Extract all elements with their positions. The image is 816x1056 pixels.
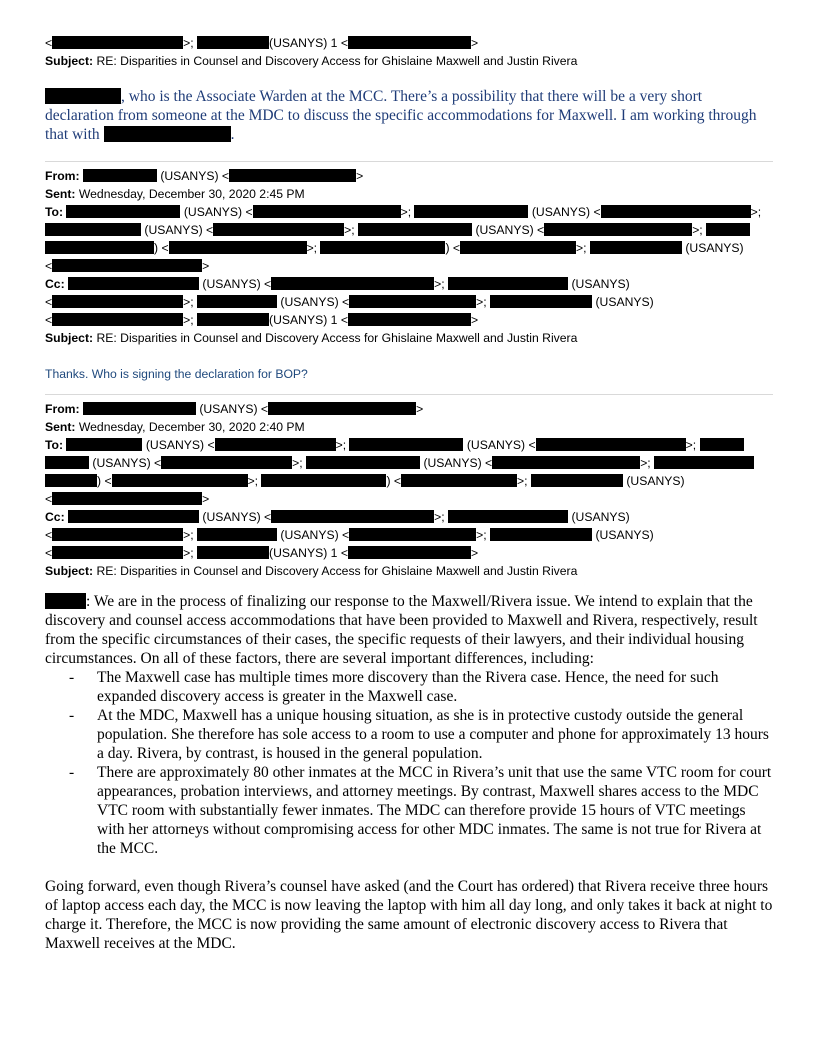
from-line [45, 400, 773, 418]
to-line-cont [45, 454, 773, 472]
org-label: (USANYS) < [160, 169, 230, 183]
dash-bullet: - [69, 764, 75, 781]
separator: >; [400, 205, 412, 219]
email-header [45, 167, 773, 347]
redaction-bar [112, 474, 248, 487]
email-body [45, 592, 773, 953]
redaction-bar [358, 223, 472, 236]
org-label: (USANYS) < [202, 510, 272, 524]
separator: >; [640, 456, 651, 470]
redaction-bar [83, 402, 196, 415]
separator: ) < [154, 241, 169, 255]
angle-bracket: < [45, 259, 53, 273]
redaction-bar [83, 169, 157, 182]
sent-label: Sent: [45, 187, 76, 201]
header-fragment-line [45, 34, 773, 52]
to-line-cont [45, 257, 773, 275]
redaction-bar [45, 88, 121, 104]
cc-line-cont [45, 544, 773, 562]
redaction-bar [531, 474, 623, 487]
redaction-bar [104, 126, 231, 142]
separator: >; [434, 510, 445, 524]
org-label: (USANYS) [595, 528, 654, 542]
separator: >; [183, 546, 194, 560]
subject-text: RE: Disparities in Counsel and Discovery Access for Ghislaine Maxwell and Justin Rivera [96, 564, 578, 578]
redaction-bar [492, 456, 640, 469]
list-item-text: The Maxwell case has multiple times more discovery than the Rivera case. Hence, the need for such expanded discovery access is greater in the Maxwell case. [97, 669, 719, 705]
redaction-bar [349, 528, 476, 541]
org-label: (USANYS) < [280, 295, 350, 309]
angle-bracket: < [45, 546, 53, 560]
redaction-bar [348, 546, 471, 559]
redaction-bar [45, 456, 89, 469]
dash-bullet: - [69, 707, 75, 724]
redaction-bar [161, 456, 292, 469]
redaction-bar [348, 313, 471, 326]
redaction-bar [348, 36, 471, 49]
to-line-cont [45, 221, 773, 239]
separator: >; [750, 205, 762, 219]
list-item [45, 706, 773, 763]
redaction-bar [52, 528, 183, 541]
redaction-bar [66, 438, 142, 451]
cc-label: Cc: [45, 277, 65, 291]
redaction-bar [45, 223, 141, 236]
redaction-bar [213, 223, 344, 236]
redaction-bar [320, 241, 445, 254]
subject-text: RE: Disparities in Counsel and Discovery Access for Ghislaine Maxwell and Justin Rivera [96, 331, 578, 345]
subject-label: Subject: [45, 54, 94, 68]
redaction-bar [271, 510, 434, 523]
redaction-bar [169, 241, 307, 254]
to-line-cont [45, 490, 773, 508]
angle-bracket: < [45, 528, 53, 542]
redaction-bar [414, 205, 528, 218]
email-thread [45, 34, 773, 953]
sent-line [45, 418, 773, 436]
org-label: (USANYS) < [183, 205, 253, 219]
org-label: (USANYS) < [144, 223, 214, 237]
redaction-bar [52, 259, 202, 272]
list-item [45, 668, 773, 706]
angle-bracket: < [45, 295, 53, 309]
separator: >; [517, 474, 528, 488]
to-line [45, 203, 773, 221]
redaction-bar [544, 223, 692, 236]
separator: >; [183, 313, 194, 327]
separator: >; [476, 295, 487, 309]
separator: ) < [97, 474, 112, 488]
redaction-bar [306, 456, 420, 469]
redaction-bar [52, 546, 183, 559]
org-label: (USANYS) [685, 241, 744, 255]
separator: >; [183, 36, 194, 50]
body-intro [45, 592, 773, 668]
org-label: (USANYS) 1 < [269, 546, 348, 560]
closing-paragraph: Going forward, even though Rivera’s counsel have asked (and the Court has ordered) that Rivera receive three hours of laptop access each day, the MCC is now leaving the laptop with him all day long, and only takes it back at night to charge it. Therefore, the MCC is now providing the same amount of electronic discovery access to Rivera that Maxwell receives at the MDC. [45, 878, 773, 952]
divider [45, 394, 773, 395]
redaction-bar [261, 474, 386, 487]
subject-label: Subject: [45, 564, 94, 578]
sent-date: Wednesday, December 30, 2020 2:40 PM [78, 420, 305, 434]
email-body: Thanks. Who is signing the declaration for BOP? [45, 367, 308, 381]
redaction-bar [215, 438, 336, 451]
redaction-bar [448, 510, 568, 523]
redaction-bar [601, 205, 751, 218]
from-line [45, 167, 773, 185]
redaction-bar [268, 402, 416, 415]
intro-text: : We are in the process of finalizing our response to the Maxwell/Rivera issue. We intend to explain that the discovery and counsel access accommodations that have been provided to Maxwell and Rivera, respectively, result from the specific circumstances of their cases, the specific requests of their lawyers, and their individual housing circumstances. On all of these factors, there are several important differences, including: [45, 593, 758, 667]
separator: >; [247, 474, 259, 488]
redaction-bar [197, 36, 269, 49]
cc-label: Cc: [45, 510, 65, 524]
org-label: (USANYS) 1 < [269, 313, 348, 327]
subject-label: Subject: [45, 331, 94, 345]
sent-line [45, 185, 773, 203]
separator: ) < [445, 241, 461, 255]
angle-bracket: > [356, 169, 364, 183]
redaction-bar [197, 313, 269, 326]
separator: >; [306, 241, 318, 255]
redaction-bar [45, 593, 86, 609]
redaction-bar [52, 36, 183, 49]
redaction-bar [253, 205, 401, 218]
redaction-bar [229, 169, 356, 182]
reply-text-end: . [230, 126, 235, 143]
redaction-bar [197, 546, 269, 559]
to-label: To: [45, 438, 64, 452]
redaction-bar [490, 295, 592, 308]
cc-line-cont [45, 526, 773, 544]
separator: >; [576, 241, 587, 255]
subject-line [45, 329, 773, 347]
redaction-bar [536, 438, 686, 451]
org-label: (USANYS) < [92, 456, 162, 470]
sent-label: Sent: [45, 420, 76, 434]
org-label: (USANYS) < [423, 456, 493, 470]
separator: >; [692, 223, 703, 237]
to-line-cont [45, 239, 773, 257]
cc-line [45, 508, 773, 526]
org-label: (USANYS) < [466, 438, 536, 452]
to-line [45, 436, 773, 454]
redaction-bar [654, 456, 754, 469]
angle-bracket: > [416, 402, 424, 416]
separator: >; [183, 295, 194, 309]
subject-line [45, 52, 773, 70]
redaction-bar [706, 223, 750, 236]
subject-text: RE: Disparities in Counsel and Discovery Access for Ghislaine Maxwell and Justin Rivera [96, 54, 578, 68]
org-label: (USANYS) [571, 277, 630, 291]
separator: >; [292, 456, 303, 470]
separator: >; [344, 223, 355, 237]
separator: ) < [386, 474, 402, 488]
redaction-bar [66, 205, 180, 218]
angle-bracket: < [45, 492, 53, 506]
separator: >; [183, 528, 194, 542]
org-label: (USANYS) [571, 510, 630, 524]
angle-bracket: > [470, 36, 479, 50]
redaction-bar [349, 438, 463, 451]
redaction-bar [490, 528, 592, 541]
redaction-bar [448, 277, 568, 290]
org-label: (USANYS) < [145, 438, 215, 452]
redaction-bar [271, 277, 434, 290]
angle-bracket: < [45, 36, 53, 50]
cc-line-cont [45, 311, 773, 329]
from-label: From: [45, 169, 80, 183]
differences-list [45, 668, 773, 858]
list-item-text: At the MDC, Maxwell has a unique housing situation, as she is in protective custody outside the general population. She therefore has sole access to a room to use a computer and phone for approximately 13 hours a day. Rivera, by contrast, is housed in the general population. [97, 707, 769, 762]
redaction-bar [68, 277, 199, 290]
subject-line [45, 562, 773, 580]
org-label: (USANYS) [595, 295, 654, 309]
dash-bullet: - [69, 669, 75, 686]
redaction-bar [68, 510, 199, 523]
org-label: (USANYS) 1 < [269, 36, 348, 50]
separator: >; [335, 438, 347, 452]
divider [45, 161, 773, 162]
reply-body [45, 87, 773, 144]
angle-bracket: > [470, 546, 479, 560]
redaction-bar [197, 295, 277, 308]
separator: >; [685, 438, 697, 452]
separator: >; [476, 528, 487, 542]
org-label: (USANYS) < [280, 528, 350, 542]
angle-bracket: > [202, 492, 210, 506]
org-label: (USANYS) < [199, 402, 269, 416]
angle-bracket: > [470, 313, 479, 327]
org-label: (USANYS) < [531, 205, 601, 219]
org-label: (USANYS) < [475, 223, 545, 237]
sent-date: Wednesday, December 30, 2020 2:45 PM [78, 187, 305, 201]
to-line-cont [45, 472, 773, 490]
org-label: (USANYS) [626, 474, 685, 488]
redaction-bar [52, 492, 202, 505]
redaction-bar [52, 295, 183, 308]
cc-line-cont [45, 293, 773, 311]
reply-text: , who is the Associate Warden at the MCC. There’s a possibility that there will be a very short declaration from someone at the MDC to discuss the specific accommodations for Maxwell. I am working through that with [45, 88, 757, 143]
angle-bracket: > [202, 259, 210, 273]
org-label: (USANYS) < [202, 277, 272, 291]
from-label: From: [45, 402, 80, 416]
redaction-bar [401, 474, 517, 487]
cc-line [45, 275, 773, 293]
angle-bracket: < [45, 313, 53, 327]
to-label: To: [45, 205, 64, 219]
redaction-bar [349, 295, 476, 308]
redaction-bar [45, 241, 154, 254]
redaction-bar [590, 241, 682, 254]
redaction-bar [460, 241, 576, 254]
list-item [45, 763, 773, 858]
separator: >; [434, 277, 445, 291]
list-item-text: There are approximately 80 other inmates at the MCC in Rivera’s unit that use the same VTC room for court appearances, probation interviews, and attorney meetings. By contrast, Maxwell shares access to the MDC VTC room with substantially fewer inmates. The MDC can therefore provide 15 hours of VTC meetings with her attorneys without compromising access for other MDC inmates. The same is not true for Rivera at the MCC. [97, 764, 772, 857]
redaction-bar [45, 474, 97, 487]
email-header [45, 400, 773, 580]
redaction-bar [52, 313, 183, 326]
redaction-bar [197, 528, 277, 541]
redaction-bar [700, 438, 744, 451]
